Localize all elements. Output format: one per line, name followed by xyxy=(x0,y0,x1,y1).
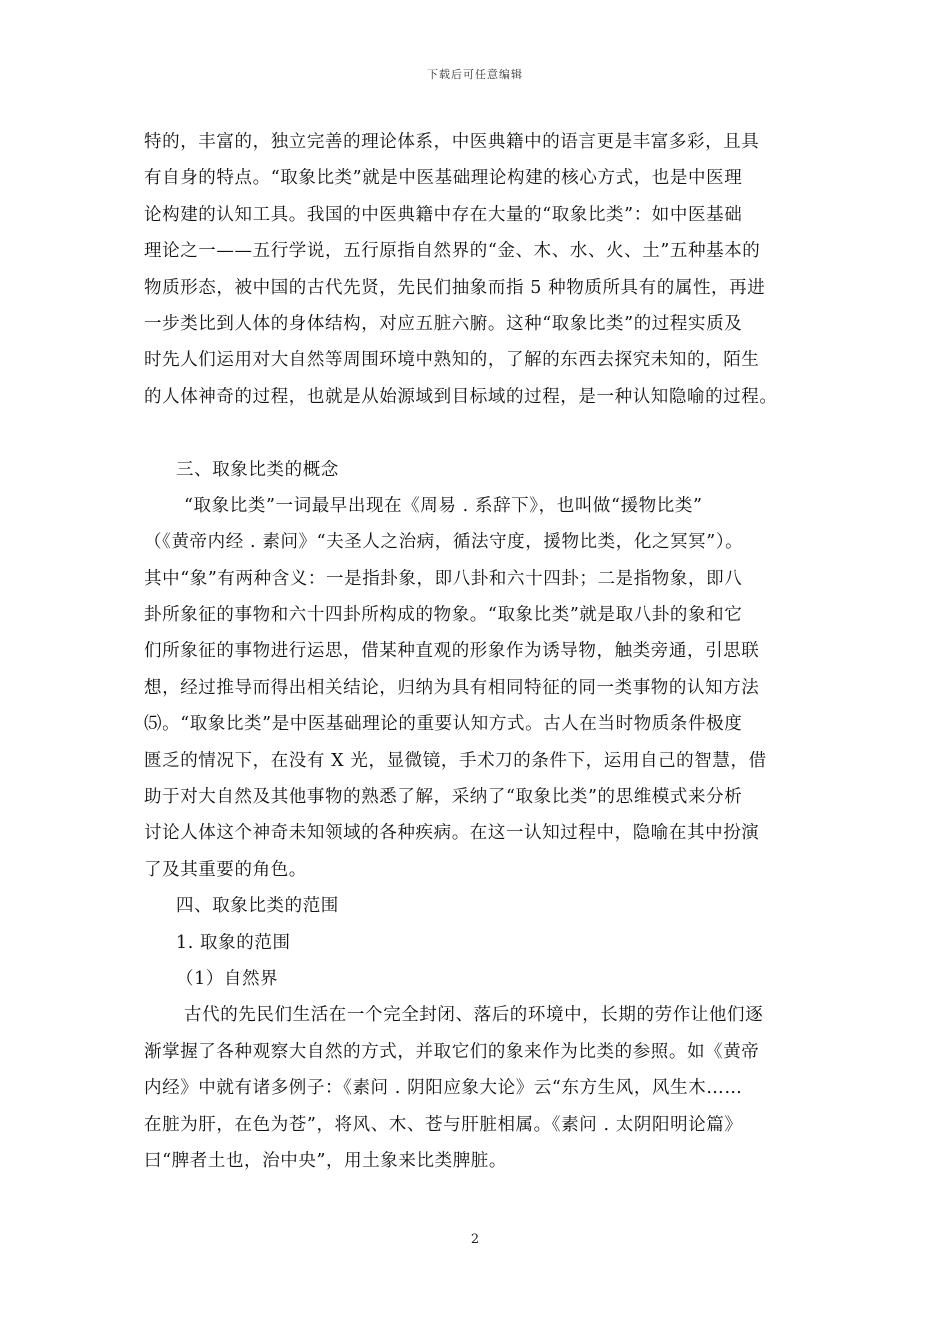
text-line: 的人体神奇的过程，也就是从始源域到目标域的过程，是一种认知隐喻的过程。 xyxy=(144,386,778,407)
text-line: 论构建的认知工具。我国的中医典籍中存在大量的“取象比类”：如中医基础 xyxy=(144,204,743,225)
text-line: 其中“象”有两种含义：一是指卦象，即八卦和六十四卦；二是指物象，即八 xyxy=(144,568,743,589)
text-line: 们所象征的事物进行运思，借某种直观的形象作为诱导物，触类旁通，引思联 xyxy=(144,641,760,662)
section-heading: 三、取象比类的概念 xyxy=(176,459,339,480)
text-line: 匮乏的情况下，在没有 X 光，显微镜，手术刀的条件下，运用自己的智慧，借 xyxy=(144,750,767,771)
text-line: （《黄帝内经 . 素问》“夫圣人之治病，循法守度，援物比类，化之冥冥”）。 xyxy=(144,532,744,553)
text-line: 内经》中就有诸多例子：《素问 . 阴阳应象大论》云“东方生风，风生木…… xyxy=(144,1078,743,1099)
text-line: 曰“脾者土也，治中央”，用土象来比类脾脏。 xyxy=(144,1150,507,1171)
text-line: 理论之一——五行学说，五行原指自然界的“金、木、水、火、土”五种基本的 xyxy=(144,241,761,262)
text-line: 助于对大自然及其他事物的熟悉了解，采纳了“取象比类”的思维模式来分析 xyxy=(144,787,743,808)
text-line: 一步类比到人体的身体结构，对应五脏六腑。这种“取象比类”的过程实质及 xyxy=(144,313,743,334)
text-line: 物质形态，被中国的古代先贤，先民们抽象而指 5 种物质所具有的属性，再进 xyxy=(144,277,766,298)
document-body xyxy=(144,124,814,1179)
page-header: 下载后可任意编辑 xyxy=(427,68,523,81)
text-line: 在脏为肝，在色为苍”，将风、木、苍与肝脏相属。《素问 . 太阴阳明论篇》 xyxy=(144,1114,743,1135)
text-line: 了及其重要的角色。 xyxy=(144,859,307,880)
text-line: 卦所象征的事物和六十四卦所构成的物象。“取象比类”就是取八卦的象和它 xyxy=(144,605,743,626)
subsubsection-heading: （1）自然界 xyxy=(176,968,279,989)
section-heading: 四、取象比类的范围 xyxy=(176,896,339,917)
text-line: 有自身的特点。“取象比类”就是中医基础理论构建的核心方式，也是中医理 xyxy=(144,168,743,189)
text-line: 讨论人体这个神奇未知领域的各种疾病。在这一认知过程中，隐喻在其中扮演 xyxy=(144,823,760,844)
text-line: “取象比类”一词最早出现在《周易 . 系辞下》，也叫做“援物比类” xyxy=(184,495,703,516)
paragraph-gap xyxy=(144,415,814,451)
page-number: 2 xyxy=(470,1232,480,1247)
text-line: 想，经过推导而得出相关结论，归纳为具有相同特征的同一类事物的认知方法 xyxy=(144,677,760,698)
text-line: 特的，丰富的，独立完善的理论体系，中医典籍中的语言更是丰富多彩，且具 xyxy=(144,132,760,152)
text-line: ⑸。“取象比类”是中医基础理论的重要认知方式。古人在当时物质条件极度 xyxy=(144,714,743,735)
text-line: 时先人们运用对大自然等周围环境中熟知的，了解的东西去探究未知的，陌生 xyxy=(144,350,760,371)
text-line: 渐掌握了各种观察大自然的方式，并取它们的象来作为比类的参照。如《黄帝 xyxy=(144,1041,760,1062)
paragraph-intro xyxy=(144,124,814,415)
paragraph-nature xyxy=(144,997,814,1179)
text-line: 古代的先民们生活在一个完全封闭、落后的环境中，长期的劳作让他们逐 xyxy=(184,1005,764,1026)
subsection-heading: 1. 取象的范围 xyxy=(176,932,291,953)
paragraph-concept xyxy=(144,488,814,888)
